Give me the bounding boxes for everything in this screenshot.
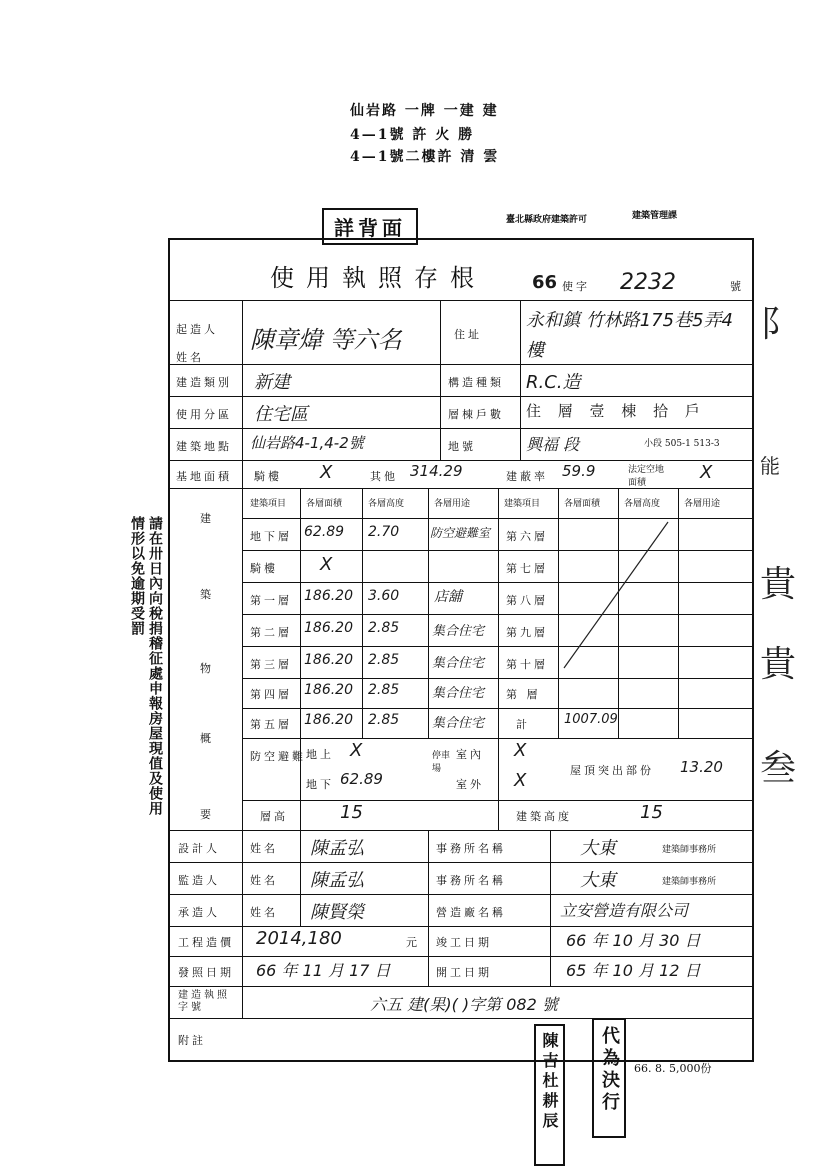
top-stamp-1: 臺北縣政府建築許可 [506,215,588,225]
floor-use: 集合住宅 [432,686,485,701]
shelter-below-label: 地下 [306,778,334,791]
floor-area: 62.89 [304,524,345,540]
floor-use: 防空避難室 [430,526,491,540]
print-mark: 66. 8. 5,000份 [634,1062,712,1075]
floor-height: 2.85 [368,712,400,728]
header-line-1: 仙岩路 一牌 一建 建 [350,103,499,119]
cost-unit: 元 [406,936,420,949]
address-label: 住址 [454,328,482,341]
supervisor-label: 監造人 [178,874,220,887]
floor-height: 2.85 [368,682,400,698]
margin-mark: 貴 [760,564,797,605]
build-type-label: 建造類別 [176,376,232,389]
floor-area: 186.20 [304,620,353,636]
floor-header-height-right: 各層高度 [624,499,661,509]
office-label: 事務所名稱 [436,874,506,887]
parking-label: 停車場 [432,751,451,774]
floor-name-right: 第六層 [506,530,548,543]
site-lot-label: 地號 [448,440,476,453]
rule [498,488,499,830]
parking-out-label: 室外 [456,778,484,791]
cost-value: 2014,180 [256,928,342,949]
rule [520,300,521,460]
tax-notice-side: 請在卅日內向稅捐稽征處申報房屋現值及使用情形以免逾期受罰 [129,516,163,816]
floor-header-item-right: 建築項目 [504,499,541,509]
building-height-label: 建築高度 [516,810,572,823]
rule [242,800,752,801]
parking-in-value: X [514,740,527,761]
rule [362,488,363,738]
complete-value: 66 年 10 月 30 日 [566,931,701,950]
rule [300,830,301,926]
permit-number: 2232 [620,270,676,295]
name-label: 姓名 [250,906,278,919]
rule [242,708,752,709]
floor-name-right: 第八層 [506,594,548,607]
official-seal-left: 陳吉杜耕辰 [534,1024,565,1166]
legal-open-label: 法定空地面積 [628,465,665,488]
rule [550,926,551,986]
issue-value: 66 年 11 月 17 日 [256,961,391,980]
floor-name-right: 第九層 [506,626,548,639]
building-height-value: 15 [640,802,663,823]
office-suffix: 建築師事務所 [662,845,717,855]
floor-name: 第四層 [250,688,292,701]
structure-value: R.C.造 [526,372,581,393]
firm-label: 營造廠名稱 [436,906,506,919]
coverage-label: 建蔽率 [506,470,548,483]
lot-detail: 小段 505-1 513-3 [644,439,720,449]
shelter-label: 防空避難 [250,750,306,763]
coverage-value: 59.9 [562,462,596,480]
permit-word: 使字 [562,280,590,293]
rule [242,300,243,1018]
rule [550,830,551,926]
build-type-value: 新建 [254,372,290,393]
floors-label: 層棟戶數 [448,408,504,421]
supervisor-value: 陳孟弘 [310,870,364,891]
void-strike-line [558,518,678,678]
rule [242,738,752,739]
floor-use: 集合住宅 [432,656,485,671]
address-value: 永和鎮 竹林路175巷5弄4樓 [526,310,733,361]
shelter-above-label: 地上 [306,748,334,761]
floor-area: 186.20 [304,712,353,728]
permit-year: 66 [532,272,558,293]
top-stamp-2: 建築管理課 [632,211,678,221]
other-label: 其他 [370,470,398,483]
total-label: 計 [516,718,530,731]
floor-header-use-right: 各層用途 [684,499,721,509]
usage-permit-stub-form [168,238,754,1062]
margin-mark: 阝 [760,304,797,345]
rule [170,956,752,957]
floor-area: 186.20 [304,588,353,604]
contractor-value: 陳賢榮 [310,902,364,923]
structure-label: 構造種類 [448,376,504,389]
header-line-2: 4—1號 許 火 勝 [350,127,475,143]
floor-header-use: 各層用途 [434,499,471,509]
overview-char: 要 [200,808,214,821]
official-seal-right: 代為決行 [592,1018,626,1138]
overview-char: 概 [200,732,214,745]
floors-value: 住 層 壹 棟 拾 戶 [526,402,706,420]
floor-name-right: 第七層 [506,562,548,575]
firm-value: 立安營造有限公司 [560,901,689,920]
rule [428,488,429,738]
roof-label: 屋頂突出部份 [570,764,654,777]
floor-name-right: 第 層 [506,688,541,701]
builder-label: 起造人 姓名 [176,323,218,364]
zone-value: 住宅區 [254,404,308,425]
designer-office-value: 大東 [580,838,616,859]
floor-name: 第二層 [250,626,292,639]
floor-name: 地下層 [250,530,292,543]
floor-name: 第一層 [250,594,292,607]
complete-label: 竣工日期 [436,936,492,949]
floor-area: X [320,554,333,575]
header-line-3: 4—1號二樓許 清 雲 [350,149,500,165]
arcade-label: 騎樓 [254,470,282,483]
margin-mark: 叁 [760,748,797,789]
floor-name: 第三層 [250,658,292,671]
rule [170,894,752,895]
floor-height: 2.85 [368,620,400,636]
floor-header-item: 建築項目 [250,499,287,509]
permit-value: 六五 建(果)( )字第 082 號 [370,995,558,1014]
site-label: 建築地點 [176,440,232,453]
floor-area: 186.20 [304,682,353,698]
rule [170,428,752,429]
rule [428,926,429,986]
overview-char: 物 [200,662,214,675]
start-label: 開工日期 [436,966,492,979]
floor-height: 3.60 [368,588,400,604]
rule [170,986,752,987]
margin-mark: 能 [760,454,780,478]
cost-label: 工程造價 [178,936,234,949]
permit-label: 建造執照字號 [178,990,230,1013]
roof-value: 13.20 [680,758,723,776]
builder-value: 陳章煒 等六名 [250,326,402,354]
issue-label: 發照日期 [178,966,234,979]
floor-name: 騎樓 [250,562,278,575]
notes-label: 附註 [178,1034,206,1047]
parking-out-value: X [514,770,527,791]
name-label: 姓名 [250,874,278,887]
floor-height: 2.70 [368,524,400,540]
rule [428,830,429,926]
rule [170,1018,752,1019]
floor-header-height: 各層高度 [368,499,405,509]
rule [170,488,752,489]
floor-height: 2.85 [368,652,400,668]
floor-header-area: 各層面積 [306,499,343,509]
zone-label: 使用分區 [176,408,232,421]
arcade-value: X [320,462,333,483]
total-area-value: 1007.09 [564,712,618,727]
shelter-above-value: X [350,740,363,761]
floor-name: 第五層 [250,718,292,731]
lot-value: 興福 段 [526,435,580,454]
detail-on-back-stamp: 詳背面 [322,208,418,245]
floor-name-right: 第十層 [506,658,548,671]
rule [170,460,752,461]
designer-value: 陳孟弘 [310,838,364,859]
rule [170,396,752,397]
contractor-label: 承造人 [178,906,220,919]
margin-mark: 貴 [760,644,797,685]
floor-area: 186.20 [304,652,353,668]
name-label: 姓名 [250,842,278,855]
legal-open-value: X [700,462,713,483]
overview-char: 築 [200,588,214,601]
rule [242,678,752,679]
permit-suffix: 號 [730,280,744,293]
rule [678,488,679,738]
form-title: 使用執照存根 [270,264,486,292]
floor-header-area-right: 各層面積 [564,499,601,509]
start-value: 65 年 10 月 12 日 [566,961,701,980]
rule [170,862,752,863]
office-suffix: 建築師事務所 [662,877,717,887]
parking-in-label: 室內 [456,748,484,761]
floor-use: 集合住宅 [432,716,485,731]
office-label: 事務所名稱 [436,842,506,855]
supervisor-office-value: 大東 [580,870,616,891]
story-height-label: 層高 [260,810,288,823]
shelter-below-value: 62.89 [340,770,383,788]
rule [170,830,752,831]
story-height-value: 15 [340,802,363,823]
overview-char: 建 [200,512,214,525]
rule [170,300,752,301]
rule [300,488,301,830]
designer-label: 設計人 [178,842,220,855]
rule [170,926,752,927]
site-value: 仙岩路4-1,4-2號 [250,434,364,452]
other-value: 314.29 [410,462,463,480]
area-label: 基地面積 [176,470,232,483]
floor-use: 集合住宅 [432,624,485,639]
floor-use: 店舖 [434,589,462,605]
rule [440,300,441,460]
